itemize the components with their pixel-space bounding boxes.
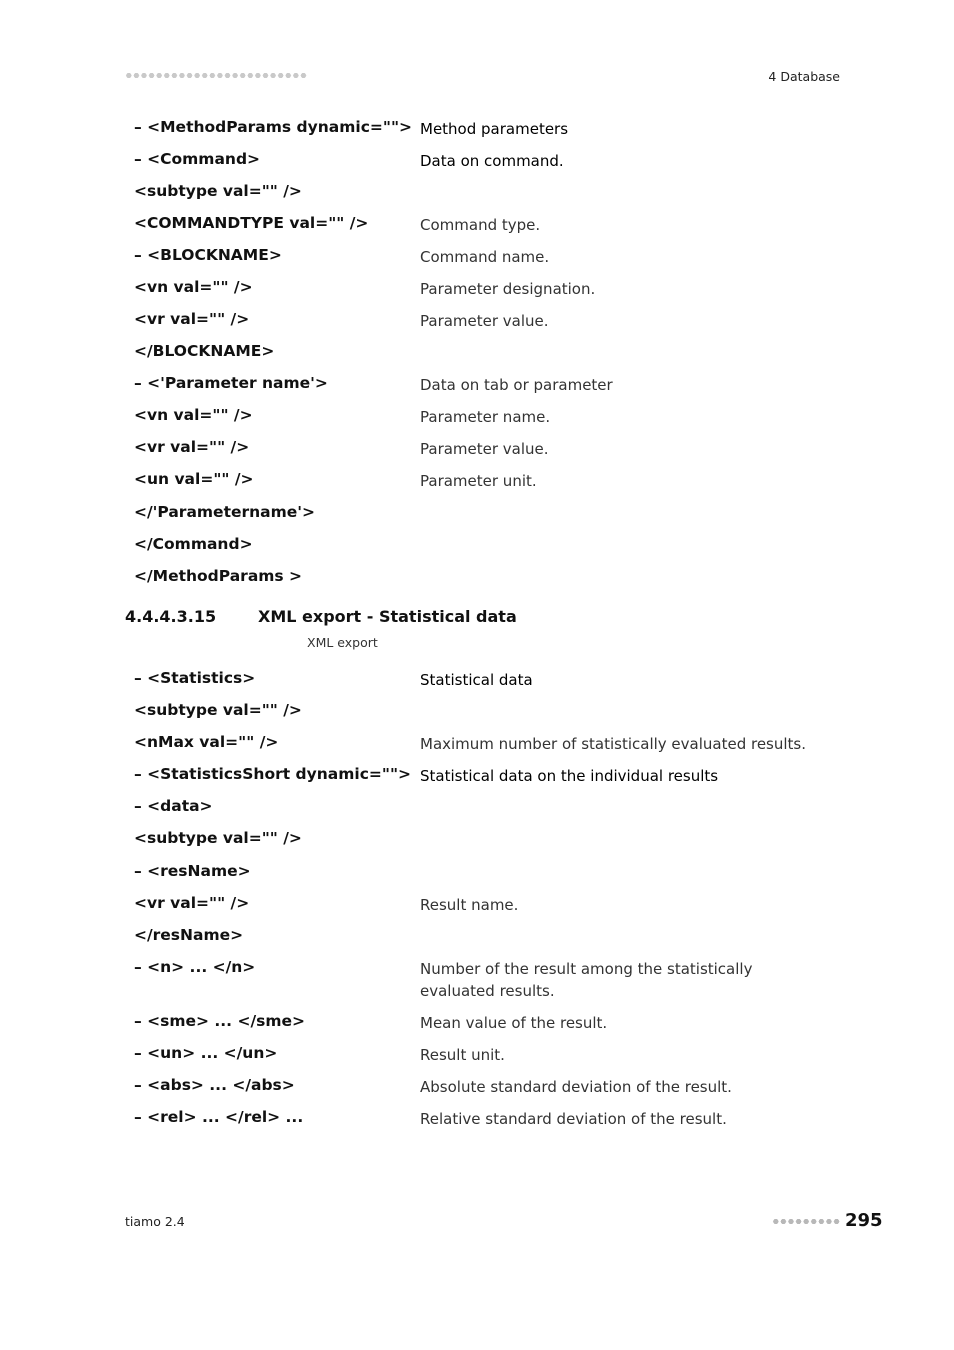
tag-description: Parameter value.: [420, 312, 549, 330]
tag-description: Statistical data on the individual results: [420, 767, 719, 785]
xml-tag: – <abs> ... </abs>: [134, 1076, 295, 1094]
xml-tag: <subtype val="" />: [134, 701, 302, 719]
tag-description: Result unit.: [420, 1046, 505, 1064]
tag-description: Number of the result among the statistically evaluated results.: [420, 960, 753, 1000]
xml-tag: <subtype val="" />: [134, 182, 302, 200]
section-title: XML export - Statistical data: [258, 607, 517, 626]
tag-description: Command type.: [420, 216, 541, 234]
xml-tag: – <un> ... </un>: [134, 1044, 278, 1062]
xml-tag: <COMMANDTYPE val="" />: [134, 214, 369, 232]
footer-decoration-dots: [772, 1217, 840, 1226]
xml-tag: <vr val="" />: [134, 894, 250, 912]
tag-description: Parameter designation.: [420, 280, 596, 298]
xml-tag: <vn val="" />: [134, 278, 253, 296]
xml-tag: – <sme> ... </sme>: [134, 1012, 305, 1030]
tag-description: Parameter name.: [420, 408, 551, 426]
tag-description: Mean value of the result.: [420, 1014, 608, 1032]
running-header-chapter: 4 Database: [768, 69, 840, 84]
xml-tag: <vr val="" />: [134, 310, 250, 328]
tag-description: Parameter value.: [420, 440, 549, 458]
section-subtitle: XML export: [307, 635, 378, 650]
tag-description: Statistical data: [420, 671, 533, 689]
tag-description: Result name.: [420, 896, 519, 914]
tag-description: Maximum number of statistically evaluated results.: [420, 735, 807, 753]
header-decoration-dots: [125, 71, 307, 80]
xml-tag: <vn val="" />: [134, 406, 253, 424]
tag-description: Command name.: [420, 248, 550, 266]
page-number: 295: [845, 1210, 883, 1231]
tag-description: Relative standard deviation of the result.: [420, 1110, 727, 1128]
xml-tag: </resName>: [134, 926, 244, 944]
xml-tag: – <'Parameter name'>: [134, 374, 328, 392]
xml-tag: – <n> ... </n>: [134, 958, 256, 976]
xml-tag: – <BLOCKNAME>: [134, 246, 282, 264]
xml-tag: </MethodParams >: [134, 567, 303, 585]
xml-tag: – <data>: [134, 797, 213, 815]
xml-tag: </BLOCKNAME>: [134, 342, 275, 360]
tag-description: Method parameters: [420, 120, 569, 138]
xml-tag: <vr val="" />: [134, 438, 250, 456]
xml-tag: <nMax val="" />: [134, 733, 279, 751]
xml-tag: – <rel> ... </rel> ...: [134, 1108, 304, 1126]
tag-description: Absolute standard deviation of the result.: [420, 1078, 732, 1096]
xml-tag: – <Command>: [134, 150, 261, 168]
tag-description: Data on command.: [420, 152, 564, 170]
tag-description: Parameter unit.: [420, 472, 537, 490]
section-number: 4.4.4.3.15: [125, 607, 217, 626]
xml-tag: <un val="" />: [134, 470, 254, 488]
xml-tag: – <MethodParams dynamic="">: [134, 118, 413, 136]
xml-tag: </Command>: [134, 535, 253, 553]
tag-description: Data on tab or parameter: [420, 376, 613, 394]
footer-product-name: tiamo 2.4: [125, 1214, 185, 1229]
xml-tag: – <resName>: [134, 862, 251, 880]
xml-tag: </'Parametername'>: [134, 503, 316, 521]
xml-tag: <subtype val="" />: [134, 829, 302, 847]
xml-tag: – <StatisticsShort dynamic="">: [134, 765, 412, 783]
xml-tag: – <Statistics>: [134, 669, 256, 687]
